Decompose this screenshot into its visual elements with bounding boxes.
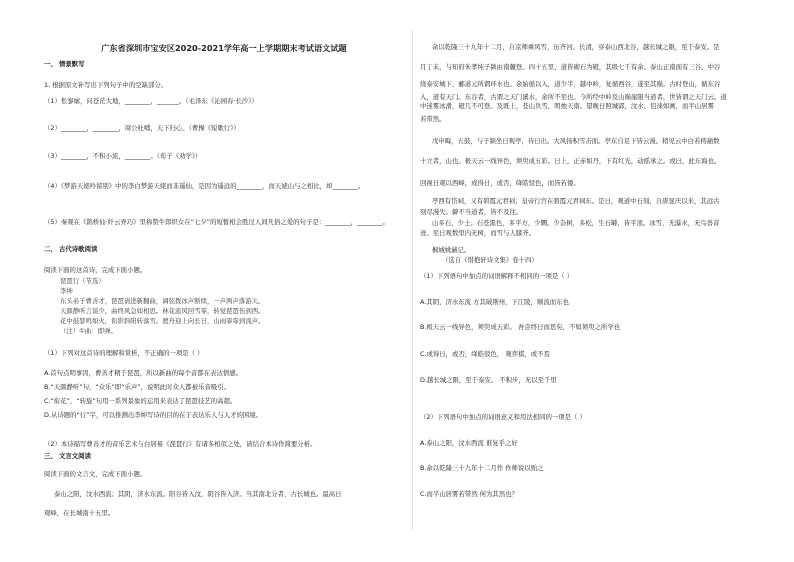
column-divider <box>412 30 413 530</box>
answer-option: D.越长城之限，至于泰安。 不积步，无以至千里 <box>420 376 557 384</box>
question-text: （1）怅寥廓，问苍茫大地，________，_______。（毛泽东《沁园春·长沙》） <box>44 97 258 105</box>
passage-line: 月丁未，与知府朱孝纯子颍由南麓登。四十五里，道皆砌石为磴，其级七千有余。泰山正南面有三谷。中谷 <box>420 63 721 71</box>
passage-line: 山多石，少土；石苍黑色，多平方，少圜。少杂树，多松，生石罅，皆平顶。冰雪，无瀑水，无鸟兽音 <box>432 219 720 227</box>
section-header: 一、 情景默写 <box>44 60 85 68</box>
question-text: （2）________，________，周公吐哺，天下归心。（曹操《短歌行》） <box>44 124 240 132</box>
question-text: （2）本诗描写曹善才的音乐艺术与白居易《琵琶行》有诸多相似之处，请结合本诗作简要分析。 <box>44 440 317 448</box>
question-text: 阅读下面的文言文，完成下面小题。 <box>44 470 147 478</box>
question-text: （4）《梦游天姥吟留别》中的李白梦游天姥而非遥仙，是因为遥远的________，而天姥山与之相比，却________。 <box>44 182 365 190</box>
passage-line: 绕泰安城下，郦道元所谓环水也。余始循以入，道少半，越中岭，复循西谷，遂至其巅。古时登山，循东谷 <box>420 80 721 88</box>
section-header: 三、 文言文阅读 <box>44 452 91 460</box>
question-text: （2）下列语句中加点的词语意义和用法相同的一项是（ ） <box>420 413 586 421</box>
question-text: 1. 根据原文补写出下列句子中的空缺部分。 <box>44 81 168 89</box>
answer-option: D.从诗题的“行”字，可以推测出李绅写诗的目的在于表达乐人与人才的困境。 <box>44 411 263 419</box>
passage-line: 入，道有天门。东谷者，古谓之天门溪水，余所不至也。今所经中岭及山巅崖限当道者，世皆谓之天门云。道 <box>420 93 727 101</box>
answer-option: C.“衔花”，“转旋”句用一系列景象的运用来表达了琵琶技艺的高超。 <box>44 397 237 405</box>
source-note: （选自《惜抱轩诗文集》卷十四） <box>442 256 538 264</box>
poem-line: 东头弟子曹善才，琵琶请进新翻曲，调弦拨冰声断续，一声两声落游天。 <box>60 297 265 305</box>
passage-line: 戊申晦，五鼓，与子颍坐日观亭，待日出。大风扬积雪击面。亭东自足下皆云漫。稍见云中白若樗蒱数 <box>432 137 720 145</box>
answer-option: C.或得日，或否，绛皓驳色， 观弈棋，或不焉 <box>420 350 550 358</box>
poem-line: 天颜静听言谈少，曲终风急如相思。林花流风回雪霏，转觉琵琶伤到西。 <box>60 307 265 315</box>
left-column <box>40 0 408 562</box>
passage-line: 观峰，在长城南十五里。 <box>44 509 115 517</box>
passage-line: 迹。至日观数里内无树，而雪与人膝齐。 <box>420 229 536 237</box>
answer-option: A.泰山之阳，汶水西流 谁复乎之好 <box>420 439 518 447</box>
question-text: （1）下列语句中加点的词语解释不相同的一项是（ ） <box>420 272 574 280</box>
right-column <box>420 0 768 562</box>
passage-line: 桐城姚鼐记。 <box>432 246 471 254</box>
passage-line: 十立者，山也。极天云一线异色，须臾成五彩。日上，正赤如丹，下有红光，动摇承之。或曰，此东海也。 <box>420 157 721 165</box>
passage-line: 余以乾隆三十九年十二月，自京师乘风雪，历齐河、长清，穿泰山西北谷，越长城之限，至于泰安。是 <box>432 43 720 51</box>
passage-line: 中迷雾冰滑，磴几不可登。及既上，苍山负雪，明烛天南。望晚日照城郭，汶水、徂徕如画，而半山居雾 <box>420 102 714 110</box>
poem-line: （注）①曲：即弹。 <box>60 327 117 335</box>
exam-title: 广东省深圳市宝安区2020-2021学年高一上学期期末考试语文试题 <box>101 43 347 53</box>
poem-line: 花中鼓瑟鸣如火，衔影斜阳转落雪。渡舟迎上向长日，山雨霏霏到流声。 <box>60 317 265 325</box>
question-text: （5）秦观在《鹊桥仙·纤云弄巧》里称赞牛郎织女在“七夕”的短暂相会胜过人间凡俗之爱的句子是：________，________。 <box>44 218 390 226</box>
question-text: 阅读下面的这首诗，完成下面小题。 <box>44 266 147 274</box>
passage-line: 回视日观以西峰，或得日，或否，绛皓驳色，而皆若偻。 <box>420 179 580 187</box>
poem-line: 李绅 <box>60 287 73 295</box>
answer-option: B.“天颜静听”句，“众乐”即“乐声”，说明此时众人都被乐音吸引。 <box>44 383 231 391</box>
passage-line: 若带然。 <box>420 115 446 123</box>
passage-line: 泰山之阳，汶水西流；其阴，济水东流。阳谷皆入汶，阴谷皆入济。当其南北分者，古长城也。最高日 <box>54 490 342 498</box>
answer-option: B.余以乾隆三十九年十二月作 作师说以贻之 <box>420 464 544 472</box>
question-text: （3）________，不积小流，________。（荀子《劝学》） <box>44 152 202 160</box>
answer-option: A.首句点明事因，曹善才精于琵琶，所以新曲的每个音都在表达情感。 <box>44 369 243 377</box>
passage-line: 亭西有岱祠，又有碧霞元君祠；皇帝行宫在碧霞元君祠东。是日，观道中石刻，自唐显庆以来，其远古 <box>432 197 720 205</box>
passage-line: 刻尽漫失。僻不当道者，皆不及往。 <box>420 208 523 216</box>
answer-option: A.其阴，济水东流 方其破荆州，下江陵，顺流而东也 <box>420 298 569 306</box>
answer-option: C.而半山居雾若带然 何为其然也？ <box>420 490 518 498</box>
section-header: 二、 古代诗歌阅读 <box>44 245 98 253</box>
answer-option: B.极天云一线异色，须臾成五彩。 吾尝终日而思矣，不如须臾之所学也 <box>420 323 621 331</box>
question-text: （1）下列对这首诗的理解和赏析，不正确的一项是（ ） <box>44 349 204 357</box>
poem-line: 琵琶行（节选） <box>60 277 105 285</box>
